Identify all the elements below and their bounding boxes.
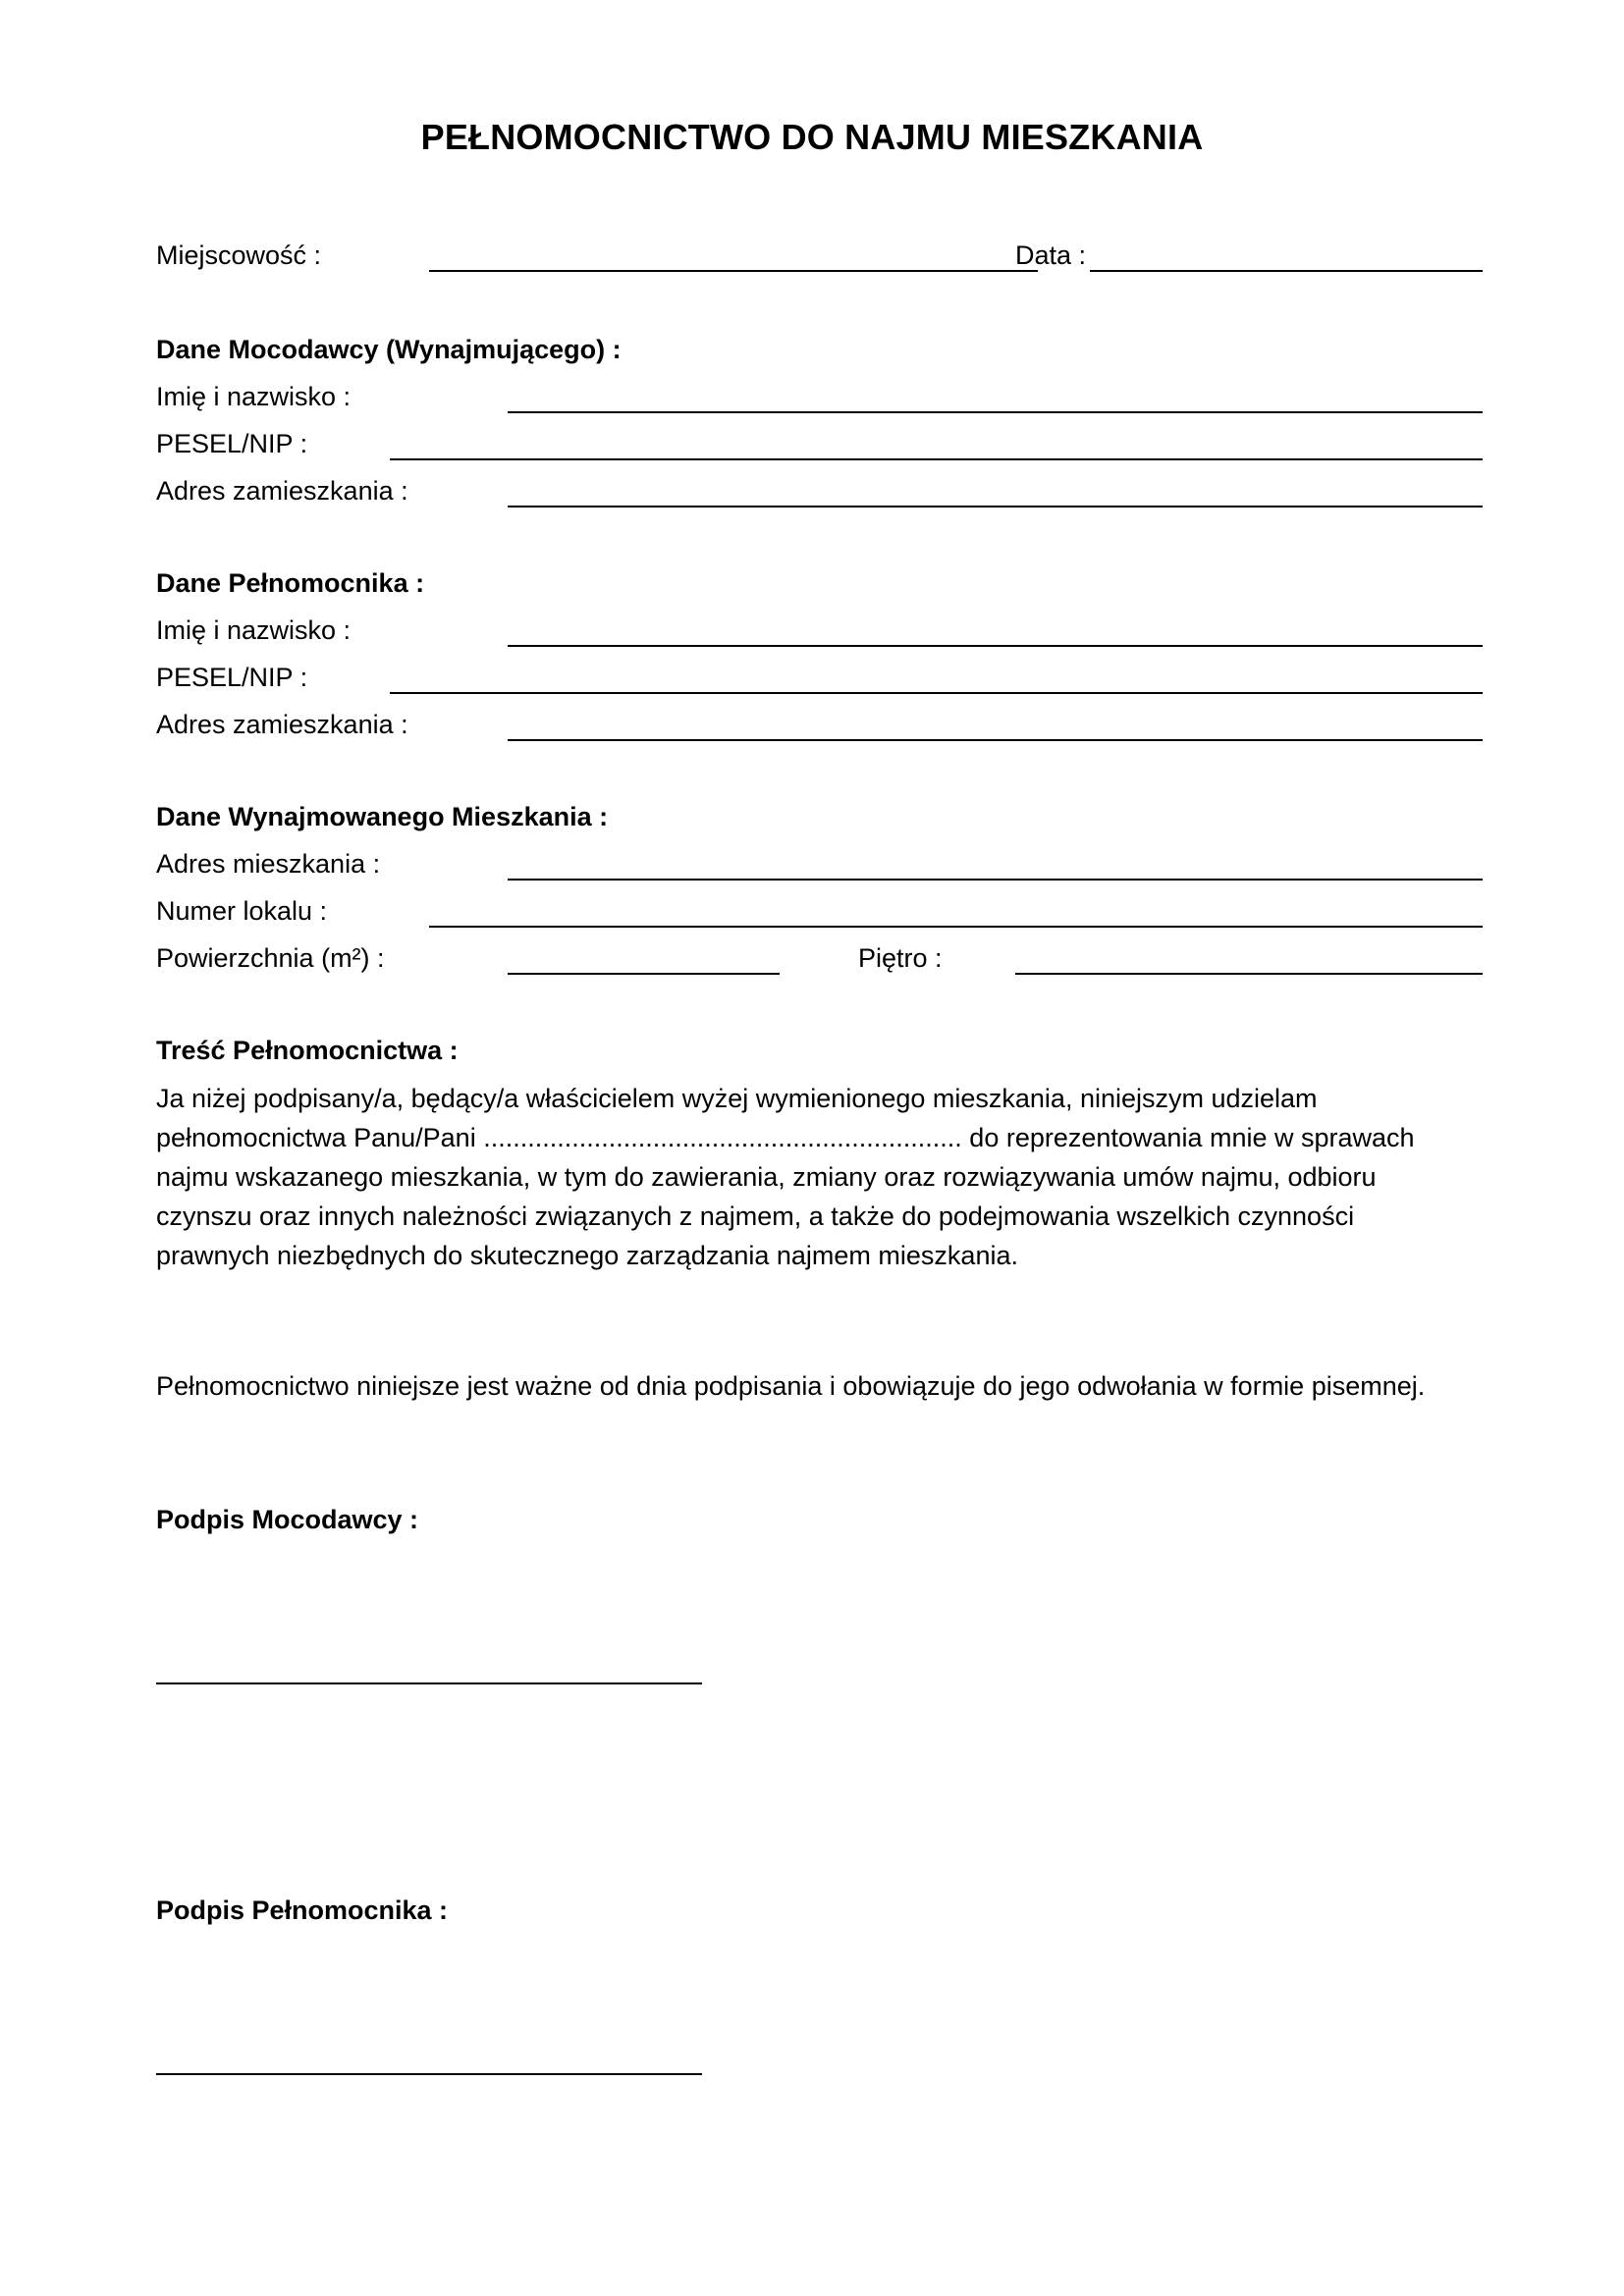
attorney-address-label: Adres zamieszkania : — [156, 710, 408, 739]
principal-signature-label: Podpis Mocodawcy : — [156, 1505, 419, 1534]
paragraph-line: Ja niżej podpisany/a, będący/a właścicielem wyżej wymienionego mieszkania, niniejszym udzielam — [156, 1084, 1318, 1113]
attorney-address-field[interactable] — [508, 739, 1483, 741]
date-field[interactable] — [1090, 270, 1483, 272]
attorney-heading: Dane Pełnomocnika : — [156, 568, 425, 598]
attorney-pesel-label: PESEL/NIP : — [156, 663, 308, 692]
apartment-floor-field[interactable] — [1015, 973, 1483, 975]
apartment-unit-field[interactable] — [429, 926, 1483, 928]
apartment-area-field[interactable] — [508, 973, 780, 975]
date-label: Data : — [1015, 240, 1087, 270]
paragraph-line: najmu wskazanego mieszkania, w tym do zawierania, zmiany oraz rozwiązywania umów najmu, odbioru — [156, 1162, 1377, 1192]
attorney-name-label: Imię i nazwisko : — [156, 615, 352, 645]
principal-address-field[interactable] — [508, 506, 1483, 507]
principal-pesel-field[interactable] — [390, 458, 1483, 460]
paragraph-line: pełnomocnictwa Panu/Pani ................................................................. do reprezentowania mnie w sprawach — [156, 1123, 1415, 1152]
attorney-pesel-field[interactable] — [390, 692, 1483, 694]
apartment-heading: Dane Wynajmowanego Mieszkania : — [156, 802, 609, 831]
apartment-address-label: Adres mieszkania : — [156, 849, 381, 879]
apartment-address-field[interactable] — [508, 879, 1483, 881]
principal-pesel-label: PESEL/NIP : — [156, 429, 308, 458]
principal-signature-line[interactable] — [156, 1682, 702, 1684]
paragraph-line: prawnych niezbędnych do skutecznego zarządzania najmem mieszkania. — [156, 1241, 1018, 1270]
place-label: Miejscowość : — [156, 240, 322, 270]
principal-heading: Dane Mocodawcy (Wynajmującego) : — [156, 335, 622, 364]
document-title: PEŁNOMOCNICTWO DO NAJMU MIESZKANIA — [420, 117, 1204, 157]
content-heading: Treść Pełnomocnictwa : — [156, 1036, 459, 1065]
principal-name-label: Imię i nazwisko : — [156, 382, 352, 411]
validity-statement: Pełnomocnictwo niniejsze jest ważne od dnia podpisania i obowiązuje do jego odwołania w formie pisemnej. — [156, 1371, 1426, 1401]
attorney-name-field[interactable] — [508, 645, 1483, 647]
apartment-floor-label: Piętro : — [858, 943, 943, 973]
attorney-signature-line[interactable] — [156, 2073, 702, 2075]
principal-name-field[interactable] — [508, 411, 1483, 413]
attorney-signature-label: Podpis Pełnomocnika : — [156, 1896, 449, 1925]
principal-address-label: Adres zamieszkania : — [156, 476, 408, 506]
apartment-area-label: Powierzchnia (m²) : — [156, 943, 385, 973]
paragraph-line: czynszu oraz innych należności związanych z najmem, a także do podejmowania wszelkich czynności — [156, 1201, 1355, 1231]
place-field[interactable] — [429, 270, 1038, 272]
content-paragraph — [156, 1079, 1491, 1275]
apartment-unit-label: Numer lokalu : — [156, 896, 328, 926]
